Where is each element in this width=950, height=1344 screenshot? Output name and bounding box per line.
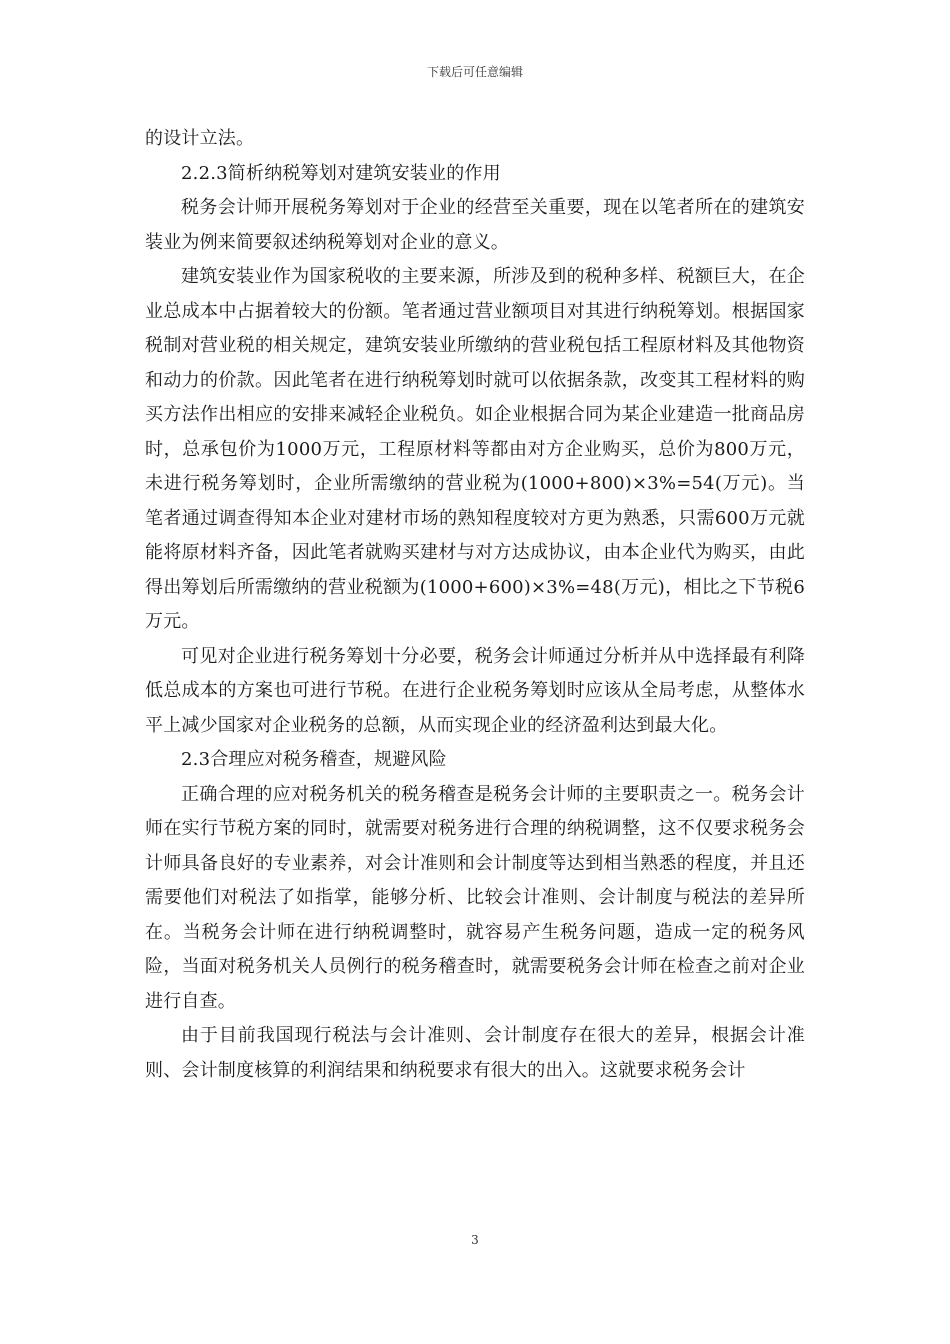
paragraph: 建筑安装业作为国家税收的主要来源，所涉及到的税种多样、税额巨大，在企业总成本中占据着较大的份额。笔者通过营业额项目对其进行纳税筹划。根据国家税制对营业税的相关规定，建筑安装业所缴纳的营业税包括工程原材料及其他物资和动力的价款。因此笔者在进行纳税筹划时就可以依据条款，改变其工程材料的购买方法作出相应的安排来减轻企业税负。如企业根据合同为某企业建造一批商品房时，总承包价为1000万元，工程原材料等都由对方企业购买，总价为800万元，未进行税务筹划时，企业所需缴纳的营业税为(1000+800)×3%=54(万元)。当笔者通过调查得知本企业对建材市场的熟知程度较对方更为熟悉，只需600万元就能将原材料齐备，因此笔者就购买建材与对方达成协议，由本企业代为购买，由此得出筹划后所需缴纳的营业税额为(1000+600)×3%=48(万元)，相比之下节税6万元。 <box>145 266 805 632</box>
section-heading-2-2-3: 2.2.3简析纳税筹划对建筑安装业的作用 <box>181 162 501 184</box>
paragraph: 可见对企业进行税务筹划十分必要，税务会计师通过分析并从中选择最有利降低总成本的方案也可进行节税。在进行企业税务筹划时应该从全局考虑，从整体水平上减少国家对企业税务的总额，从而实现企业的经济盈利达到最大化。 <box>145 645 805 736</box>
paragraph: 由于目前我国现行税法与会计准则、会计制度存在很大的差异，根据会计准则、会计制度核算的利润结果和纳税要求有很大的出入。这就要求税务会计 <box>145 1025 805 1081</box>
document-body <box>145 122 805 1088</box>
paragraph: 正确合理的应对税务机关的税务稽查是税务会计师的主要职责之一。税务会计师在实行节税方案的同时，就需要对税务进行合理的纳税调整，这不仅要求税务会计师具备良好的专业素养，对会计准则和会计制度等达到相当熟悉的程度，并且还需要他们对税法了如指掌，能够分析、比较会计准则、会计制度与税法的差异所在。当税务会计师在进行纳税调整时，就容易产生税务问题，造成一定的税务风险，当面对税务机关人员例行的税务稽查时，就需要税务会计师在检查之前对企业进行自查。 <box>145 783 805 1012</box>
paragraph: 税务会计师开展税务筹划对于企业的经营至关重要，现在以笔者所在的建筑安装业为例来简要叙述纳税筹划对企业的意义。 <box>145 197 805 253</box>
page-number: 3 <box>471 1233 479 1247</box>
page-header: 下载后可任意编辑 <box>426 65 523 79</box>
paragraph-continuation: 的设计立法。 <box>145 128 255 149</box>
section-heading-2-3: 2.3合理应对税务稽查，规避风险 <box>181 749 447 770</box>
